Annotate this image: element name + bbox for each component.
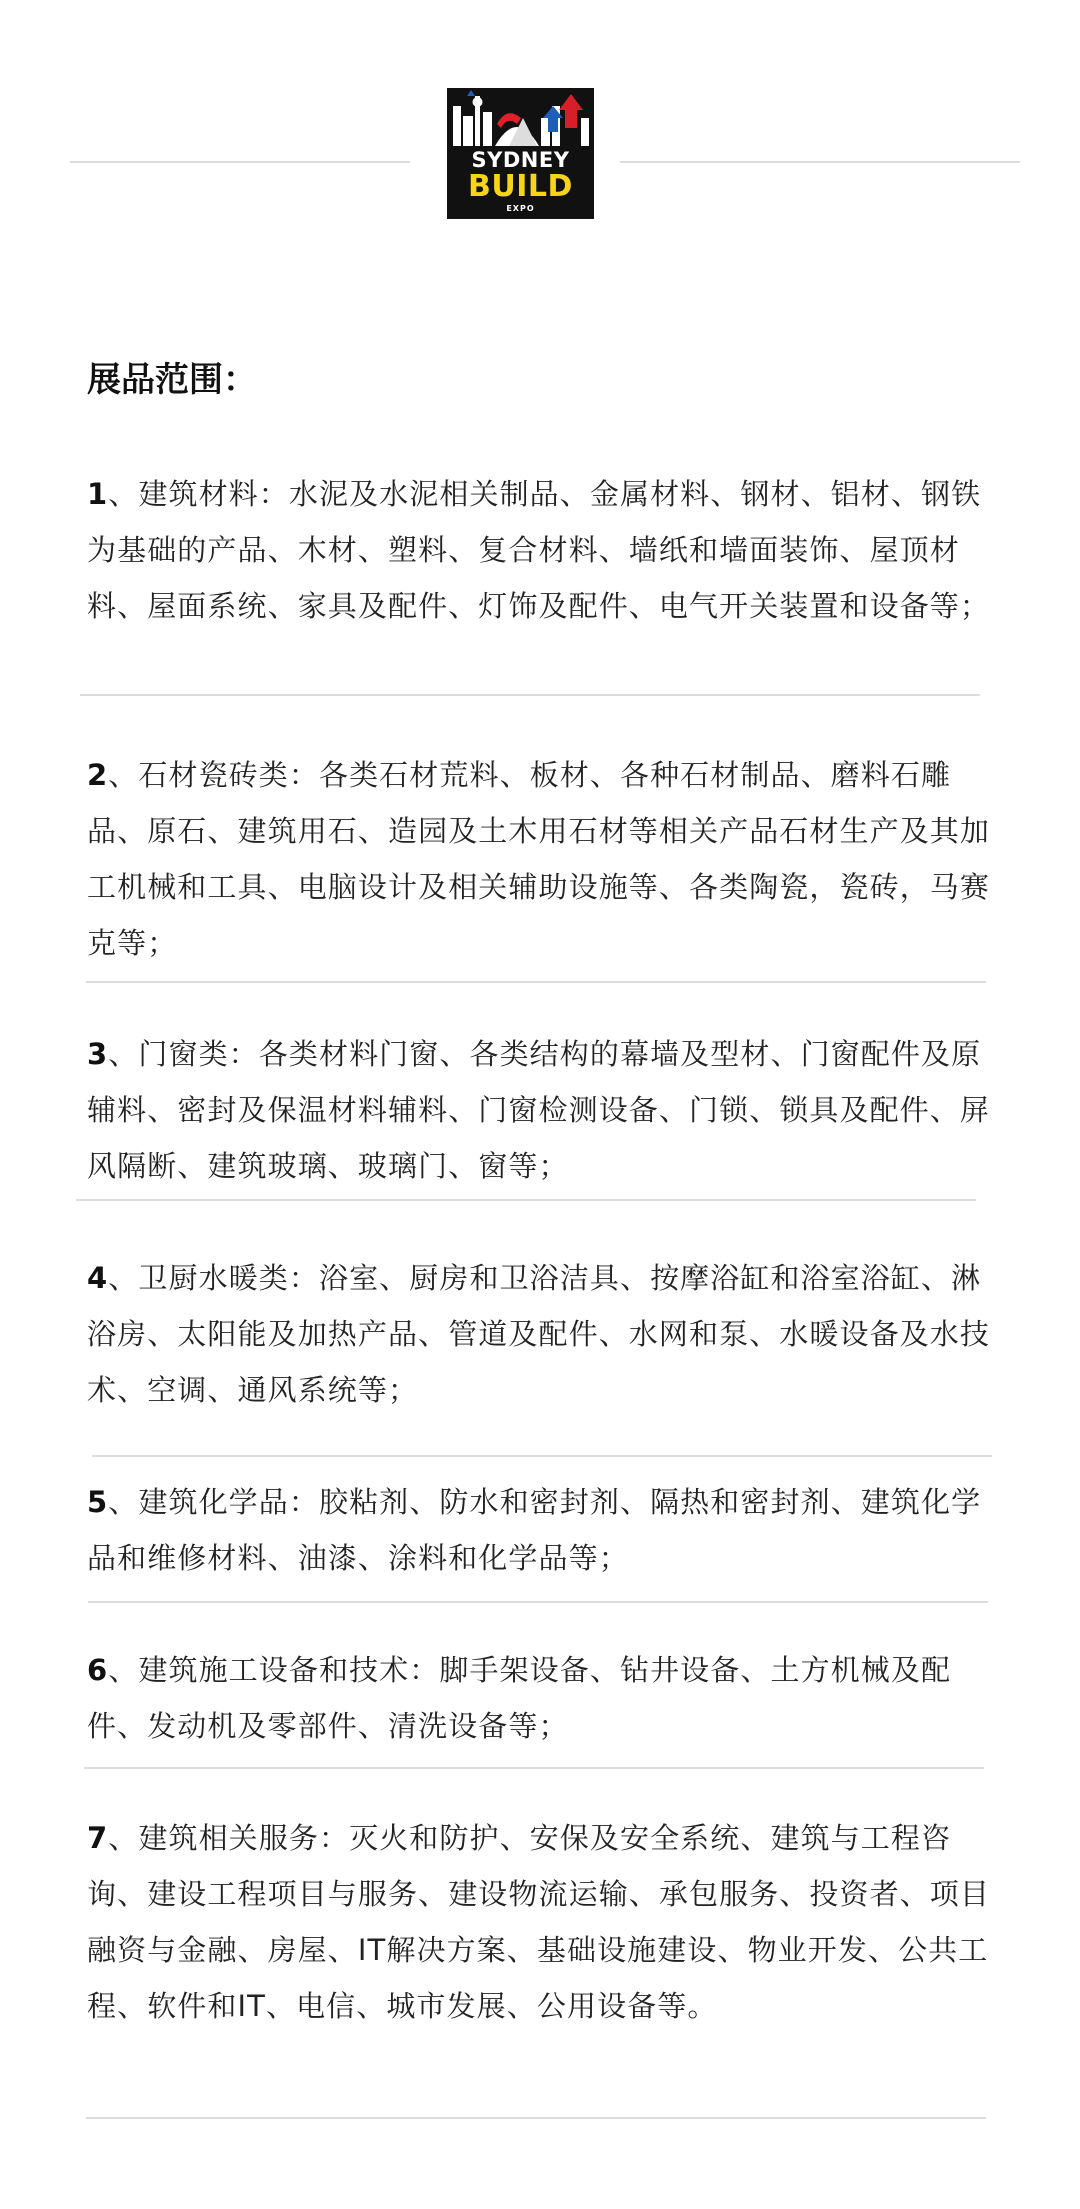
- item-number: 6: [87, 1653, 109, 1687]
- list-item: [87, 1642, 997, 1754]
- divider: [86, 2117, 986, 2119]
- item-text: 、建筑化学品：胶粘剂、防水和密封剂、隔热和密封剂、建筑化学品和维修材料、油漆、涂料和化学品等；: [87, 1485, 982, 1575]
- divider: [76, 1199, 976, 1201]
- item-text: 、卫厨水暖类：浴室、厨房和卫浴洁具、按摩浴缸和浴室浴缸、淋浴房、太阳能及加热产品、管道及配件、水网和泵、水暖设备及水技术、空调、通风系统等；: [87, 1261, 991, 1407]
- item-number: 2: [87, 758, 109, 792]
- header-rule-left: [70, 161, 410, 163]
- section-title: 展品范围：: [87, 360, 257, 400]
- list-item: [87, 1810, 997, 2034]
- item-text: 、门窗类：各类材料门窗、各类结构的幕墙及型材、门窗配件及原辅料、密封及保温材料辅料、门窗检测设备、门锁、锁具及配件、屏风隔断、建筑玻璃、玻璃门、窗等；: [87, 1037, 991, 1183]
- list-item: [87, 747, 997, 971]
- item-number: 1: [87, 477, 109, 511]
- item-number: 3: [87, 1037, 109, 1071]
- sydney-build-expo-logo: [447, 88, 594, 219]
- list-item: [87, 1474, 997, 1586]
- divider: [88, 1601, 988, 1603]
- list-item: [87, 1250, 997, 1418]
- item-text: 、建筑材料：水泥及水泥相关制品、金属材料、钢材、铝材、钢铁为基础的产品、木材、塑料、复合材料、墙纸和墙面装饰、屋顶材料、屋面系统、家具及配件、灯饰及配件、电气开关装置和设备等；: [87, 477, 991, 623]
- item-number: 7: [87, 1821, 109, 1855]
- divider: [80, 694, 980, 696]
- item-number: 5: [87, 1485, 109, 1519]
- logo-text-expo: EXPO: [506, 204, 535, 213]
- divider: [86, 981, 986, 983]
- list-item: [87, 1026, 997, 1194]
- header-rule-right: [620, 161, 1020, 163]
- item-number: 4: [87, 1261, 109, 1295]
- logo-text-build: BUILD: [468, 169, 573, 204]
- list-item: [87, 466, 997, 634]
- logo-text-sydney: SYDNEY: [471, 148, 570, 172]
- item-text: 、建筑相关服务：灭火和防护、安保及安全系统、建筑与工程咨询、建设工程项目与服务、建设物流运输、承包服务、投资者、项目融资与金融、房屋、IT解决方案、基础设施建设、物业开发、公共工程、软件和IT、电信、城市发展、公用设备等。: [87, 1821, 991, 2023]
- divider: [92, 1455, 992, 1457]
- header: [0, 0, 1080, 230]
- divider: [84, 1767, 984, 1769]
- item-text: 、建筑施工设备和技术：脚手架设备、钻井设备、土方机械及配件、发动机及零部件、清洗设备等；: [87, 1653, 952, 1743]
- item-text: 、石材瓷砖类：各类石材荒料、板材、各种石材制品、磨料石雕品、原石、建筑用石、造园及土木用石材等相关产品石材生产及其加工机械和工具、电脑设计及相关辅助设施等、各类陶瓷，瓷砖，马赛克等；: [87, 758, 991, 960]
